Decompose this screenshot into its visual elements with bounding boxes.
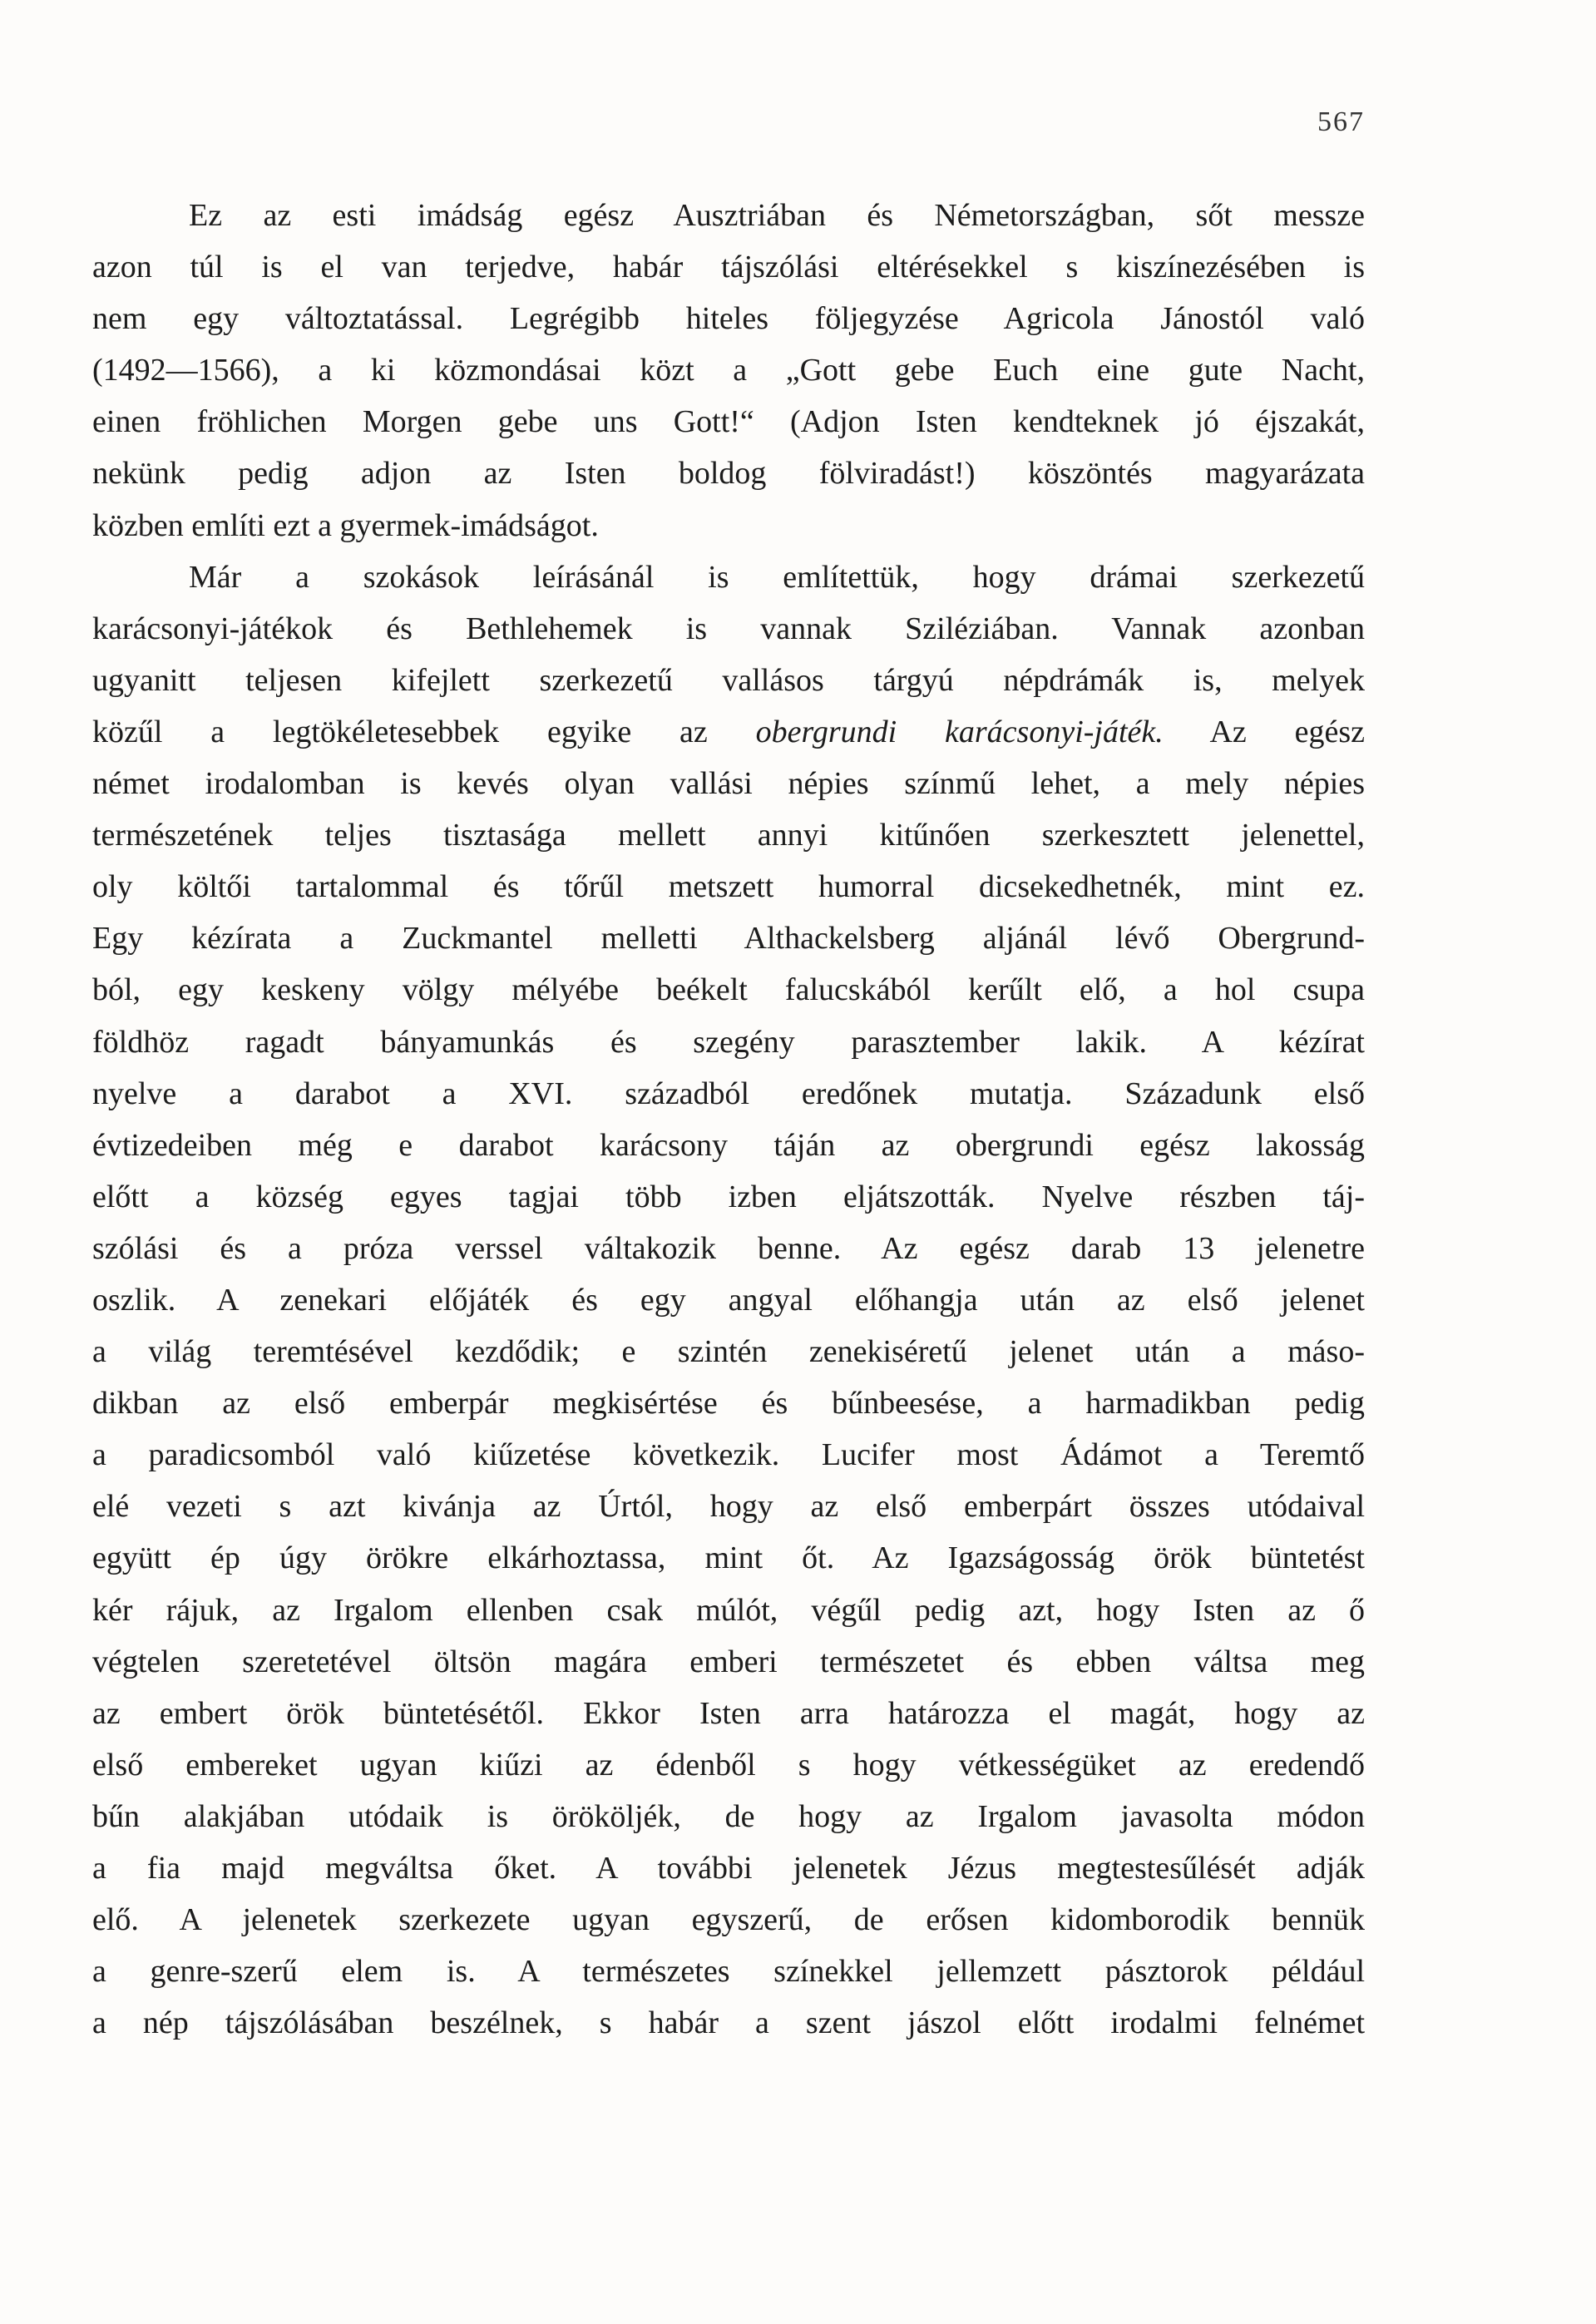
text-line: dikban az első emberpár megkisértése és bűnbeesése, a harmadikban pedig xyxy=(92,1386,1365,1422)
text-fragment: közűl a legtökéletesebbek egyike az xyxy=(92,714,756,749)
text-line: a fia majd megváltsa őket. A további jelenetek Jézus megtestesűlését adják xyxy=(92,1851,1365,1886)
text-line: évtizedeiben még e darabot karácsony táján az obergrundi egész lakosság xyxy=(92,1127,1365,1163)
text-line: természetének teljes tisztasága mellett annyi kitűnően szerkesztett jelenettel, xyxy=(92,818,1365,853)
text-line: Egy kézírata a Zuckmantel melletti Althackelsberg aljánál lévő Obergrund- xyxy=(92,921,1365,957)
text-line: ugyanitt teljesen kifejlett szerkezetű vallásos tárgyú népdrámák is, melyek xyxy=(92,662,1365,698)
text-line: a világ teremtésével kezdődik; e szintén zenekiséretű jelenet után a máso- xyxy=(92,1334,1365,1370)
page-number: 567 xyxy=(1317,106,1365,137)
text-line: (1492—1566), a ki közmondásai közt a „Gott gebe Euch eine gute Nacht, xyxy=(92,353,1365,388)
text-fragment: Az egész xyxy=(1163,714,1365,749)
text-line: Ez az esti imádság egész Ausztriában és Németországban, sőt messze xyxy=(189,198,1365,233)
text-line: szólási és a próza verssel váltakozik benne. Az egész darab 13 jelenetre xyxy=(92,1230,1365,1266)
text-line: oly költői tartalommal és tőrűl metszett humorral dicsekedhetnék, mint ez. xyxy=(92,869,1365,905)
text-line: bűn alakjában utódaik is örököljék, de hogy az Irgalom javasolta módon xyxy=(92,1798,1365,1834)
text-line: nyelve a darabot a XVI. századból eredőnek mutatja. Századunk első xyxy=(92,1075,1365,1111)
text-line: német irodalomban is kevés olyan vallási népies színmű lehet, a mely népies xyxy=(92,766,1365,802)
text-line: karácsonyi-játékok és Bethlehemek is vannak Sziléziában. Vannak azonban xyxy=(92,611,1365,646)
text-line: azon túl is el van terjedve, habár tájszólási eltérésekkel s kiszínezésében is xyxy=(92,250,1365,285)
text-line: a paradicsomból való kiűzetése következik. Lucifer most Ádámot a Teremtő xyxy=(92,1437,1365,1473)
text-line: a nép tájszólásában beszélnek, s habár a szent jászol előtt irodalmi felnémet xyxy=(92,2005,1365,2041)
work-title: obergrundi karácsonyi-játék. xyxy=(755,714,1164,749)
text-line: elő. A jelenetek szerkezete ugyan egyszerű, de erősen kidomborodik bennük xyxy=(92,1902,1365,1938)
text-line: a genre-szerű elem is. A természetes színekkel jellemzett pásztorok például xyxy=(92,1954,1365,1990)
text-line: kér rájuk, az Irgalom ellenben csak múlót, végűl pedig azt, hogy Isten az ő xyxy=(92,1592,1365,1628)
body-text xyxy=(92,190,1365,2049)
text-line: oszlik. A zenekari előjáték és egy angyal előhangja után az első jelenet xyxy=(92,1282,1365,1318)
text-line: földhöz ragadt bányamunkás és szegény parasztember lakik. A kézírat xyxy=(92,1024,1365,1060)
text-line: az embert örök büntetésétől. Ekkor Isten arra határozza el magát, hogy az xyxy=(92,1695,1365,1731)
text-line-with-title xyxy=(92,706,1365,758)
text-line: Már a szokások leírásánál is említettük, hogy drámai szerkezetű xyxy=(189,559,1365,595)
text-line: nekünk pedig adjon az Isten boldog fölviradást!) köszöntés magyarázata xyxy=(92,456,1365,492)
text-line: előtt a község egyes tagjai több izben eljátszották. Nyelve részben táj- xyxy=(92,1179,1365,1214)
text-line: nem egy változtatással. Legrégibb hiteles följegyzése Agricola Jánostól való xyxy=(92,301,1365,337)
text-line: einen fröhlichen Morgen gebe uns Gott!“ (Adjon Isten kendteknek jó éjszakát, xyxy=(92,404,1365,440)
text-line: elé vezeti s azt kivánja az Úrtól, hogy az első emberpárt összes utódaival xyxy=(92,1489,1365,1525)
text-line: ból, egy keskeny völgy mélyébe beékelt falucskából kerűlt elő, a hol csupa xyxy=(92,972,1365,1008)
text-line: első embereket ugyan kiűzi az édenből s hogy vétkességüket az eredendő xyxy=(92,1747,1365,1783)
text-line: közben említi ezt a gyermek-imádságot. xyxy=(92,507,599,543)
text-line: együtt ép úgy örökre elkárhoztassa, mint őt. Az Igazságosság örök büntetést xyxy=(92,1540,1365,1576)
text-line: végtelen szeretetével öltsön magára emberi természetet és ebben váltsa meg xyxy=(92,1644,1365,1679)
